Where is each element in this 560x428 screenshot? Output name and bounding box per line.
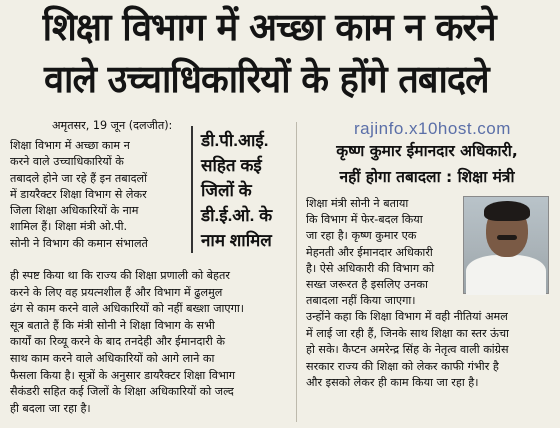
body-line: ही बदला जा रहा है। bbox=[10, 401, 91, 415]
body-line: हो सके। कैप्टन अमरेन्द्र सिंह के नेतृत्व वाली कांग्रेस bbox=[306, 343, 509, 357]
body-line: करने वाले उच्चाधिकारियों के bbox=[10, 155, 124, 169]
headline-line-1: शिक्षा विभाग में अच्छा काम न करने bbox=[42, 5, 496, 49]
photo-hair bbox=[484, 201, 530, 221]
body-line: तबादले होने जा रहे हैं इन तबादलों bbox=[10, 171, 148, 185]
highlight-line: सहित कई bbox=[201, 156, 262, 175]
dateline: अमृतसर, 19 जून (दलजीत): bbox=[52, 119, 173, 132]
body-line: ही स्पष्ट किया था कि राज्य की शिक्षा प्रणाली को बेहतर bbox=[10, 269, 230, 282]
body-line: सूत्र बताते हैं कि मंत्री सोनी ने शिक्षा विभाग के सभी bbox=[10, 318, 215, 332]
headline bbox=[0, 0, 560, 108]
photo-moustache bbox=[497, 235, 517, 240]
minister-photo bbox=[463, 196, 549, 294]
body-line: सोनी ने विभाग की कमान संभालते bbox=[10, 236, 148, 250]
body-line: सरकार राज्य की शिक्षा को लेकर काफी गंभीर है bbox=[306, 359, 499, 373]
left-body-text bbox=[10, 268, 292, 417]
sub-headline-line-1: कृष्ण कुमार ईमानदार अधिकारी, bbox=[336, 142, 518, 160]
body-line: उन्होंने कहा कि शिक्षा विभाग में वही नीतियां अमल bbox=[306, 310, 508, 324]
body-line: शिक्षा विभाग में अच्छा काम न bbox=[10, 139, 130, 152]
body-line: शामिल हैं। शिक्षा मंत्री ओ.पी. bbox=[10, 220, 128, 234]
highlight-box bbox=[191, 126, 287, 253]
body-line: सख्त जरूरत है इसलिए उनका bbox=[306, 278, 428, 292]
column-divider bbox=[296, 122, 297, 422]
highlight-line: डी.ई.ओ. के bbox=[201, 206, 273, 225]
body-line: मेहनती और ईमानदार अधिकारी bbox=[306, 245, 433, 259]
body-line: करने के लिए वह प्रयत्नशील हैं और विभाग में ढुलमुल bbox=[10, 285, 223, 299]
right-body-text bbox=[306, 326, 554, 392]
body-line: कि विभाग में फेर-बदल किया bbox=[306, 213, 423, 227]
body-line: फैसला किया है। सूत्रों के अनुसार डायरैक्टर शिक्षा विभाग bbox=[10, 368, 236, 382]
highlight-line: डी.पी.आई. bbox=[201, 131, 269, 150]
body-line: ढंग से काम करने वाले अधिकारियों को नहीं बख्शा जाएगा। bbox=[10, 302, 245, 316]
left-wrapped-text bbox=[10, 138, 185, 252]
right-wrapped-text bbox=[306, 196, 508, 326]
photo-shirt bbox=[466, 255, 546, 295]
site-watermark: rajinfo.x10host.com bbox=[354, 119, 511, 138]
body-line: जा रहा है। कृष्ण कुमार एक bbox=[306, 229, 417, 243]
body-line: है। ऐसे अधिकारी की विभाग को bbox=[306, 261, 435, 275]
highlight-line: नाम शामिल bbox=[201, 231, 272, 250]
sub-headline-line-2: नहीं होगा तबादला : शिक्षा मंत्री bbox=[339, 168, 515, 186]
body-line: शिक्षा मंत्री सोनी ने बताया bbox=[306, 197, 409, 210]
sub-headline bbox=[298, 138, 556, 190]
highlight-line: जिलों के bbox=[201, 181, 252, 200]
body-line: और इसको लेकर ही काम किया जा रहा है। bbox=[306, 376, 479, 390]
body-line: सैकंडरी सहित कई जिलों के शिक्षा अधिकारियों को जल्द bbox=[10, 385, 234, 399]
body-line: में लाई जा रही हैं, जिनके साथ शिक्षा का स्तर ऊंचा bbox=[306, 327, 509, 340]
body-line: तबादला नहीं किया जाएगा। bbox=[306, 294, 416, 308]
headline-line-2: वाले उच्चाधिकारियों के होंगे तबादले bbox=[43, 57, 489, 101]
body-line: जिला शिक्षा अधिकारियों के नाम bbox=[10, 204, 139, 218]
body-line: साथ काम करने वाले अधिकारियों को आगे लाने का bbox=[10, 351, 215, 365]
body-line: में डायरैक्टर शिक्षा विभाग से लेकर bbox=[10, 187, 147, 201]
body-line: कार्यों का रिव्यू करने के बाद तनदेही और ईमानदारी के bbox=[10, 335, 225, 349]
